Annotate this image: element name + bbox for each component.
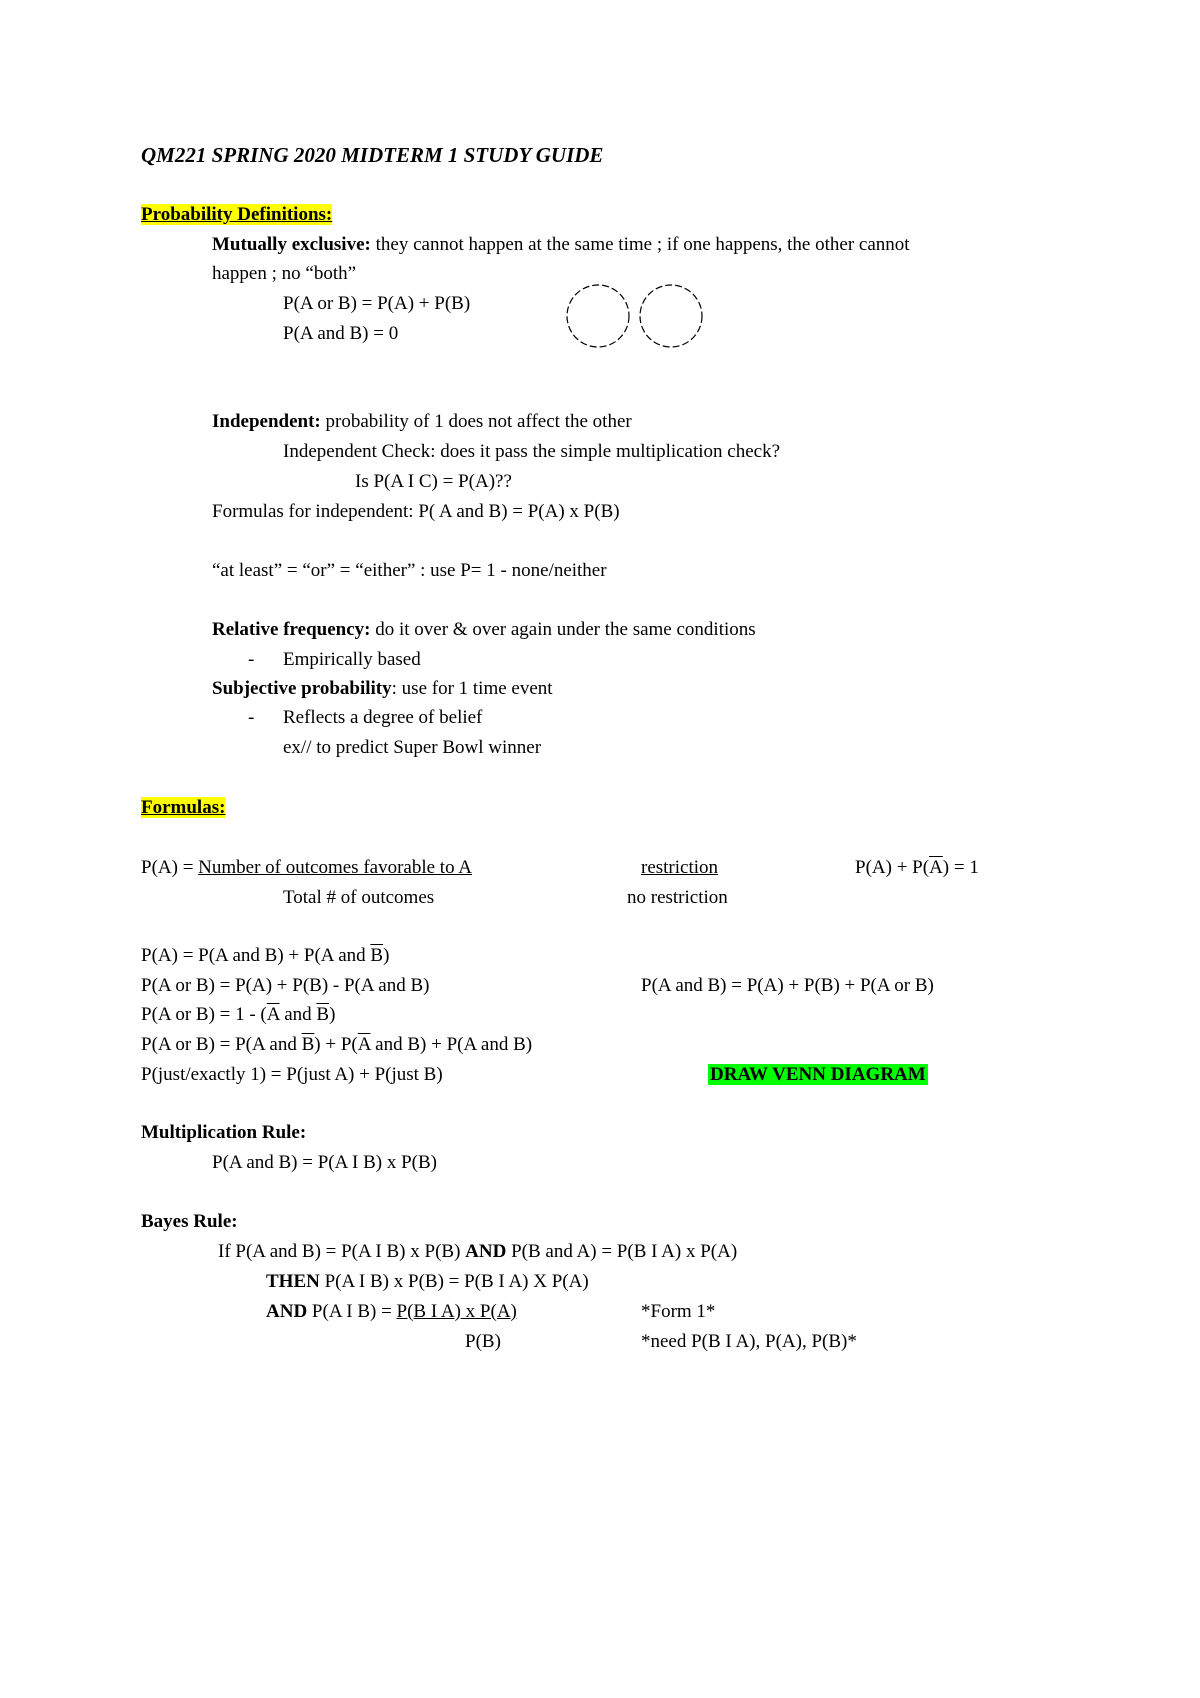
venn-circle-b: [640, 285, 702, 347]
formula-line-2: P(A or B) = P(A) + P(B) - P(A and B): [141, 975, 430, 996]
subjective-probability-text: : use for 1 time event: [391, 678, 553, 699]
formulas-heading: [141, 797, 225, 820]
independent-definition: [212, 411, 632, 434]
bayes-numerator: P(B I A) x P(A): [396, 1301, 517, 1322]
bayes-line-3: [266, 1301, 517, 1324]
formula-line-5: P(just/exactly 1) = P(just A) + P(just B): [141, 1064, 443, 1085]
at-least-rule: “at least” = “or” = “either” : use P= 1 - none/neither: [212, 560, 607, 581]
relative-frequency-definition: [212, 619, 756, 642]
mutually-exclusive-definition: [212, 234, 910, 257]
disjoint-venn-diagram: [562, 280, 712, 352]
mutually-exclusive-formula-or: P(A or B) = P(A) + P(B): [283, 293, 471, 314]
formula-line-4: [141, 1034, 532, 1057]
independent-text: probability of 1 does not affect the other: [320, 411, 632, 432]
multiplication-rule-formula: P(A and B) = P(A I B) x P(B): [212, 1152, 438, 1173]
formula-prefix: P(A) =: [141, 857, 199, 878]
formula-line-3: [141, 1004, 335, 1027]
page-title: QM221 SPRING 2020 MIDTERM 1 STUDY GUIDE: [141, 143, 604, 167]
relative-frequency-term: Relative frequency:: [212, 619, 371, 640]
formula-line-1: [141, 945, 389, 968]
heading-highlight: Formulas:: [141, 797, 226, 818]
formula-part: P(A I B) x P(B) = P(B I A) X P(A): [319, 1271, 589, 1292]
mutually-exclusive-term: Mutually exclusive:: [212, 234, 371, 255]
bold-keyword: THEN: [266, 1271, 320, 1292]
restriction-label: restriction: [641, 857, 719, 878]
complement-symbol: $\overline{A}$: [357, 1034, 371, 1055]
complement-rule: [855, 857, 979, 880]
formula-part: P(A) = P(A and B) + P(A and: [141, 945, 371, 966]
relative-frequency-bullet: Empirically based: [283, 649, 421, 670]
mutually-exclusive-text: they cannot happen at the same time ; if one happens, the other cannot: [370, 234, 910, 255]
formula-part: ) = 1: [942, 857, 979, 878]
bayes-rule-heading: Bayes Rule:: [141, 1211, 238, 1232]
probability-definitions-heading: [141, 204, 332, 227]
complement-symbol: $\overline{B}$: [316, 1004, 330, 1025]
complement-symbol: $\overline{B}$: [370, 945, 384, 966]
formula-part: ) + P(: [314, 1034, 358, 1055]
bullet-dash: -: [248, 707, 255, 728]
green-highlight: DRAW VENN DIAGRAM: [710, 1064, 926, 1085]
complement-symbol: $\overline{A}$: [266, 1004, 280, 1025]
formula-denominator: Total # of outcomes: [283, 887, 435, 908]
subjective-probability-term: Subjective probability: [212, 678, 392, 699]
bayes-line-1: [218, 1241, 737, 1264]
formula-numerator: Number of outcomes favorable to A: [198, 857, 473, 878]
no-restriction-label: no restriction: [627, 887, 728, 908]
bayes-line-2: [266, 1271, 589, 1294]
draw-venn-diagram-note: [708, 1064, 928, 1087]
formula-part: ): [329, 1004, 336, 1025]
formula-line-2-right: P(A and B) = P(A) + P(B) + P(A or B): [641, 975, 934, 996]
bayes-need-note: *need P(B I A), P(A), P(B)*: [641, 1331, 857, 1352]
formula-part: ): [383, 945, 390, 966]
mutually-exclusive-formula-and: P(A and B) = 0: [283, 323, 399, 344]
subjective-probability-bullet: Reflects a degree of belief: [283, 707, 483, 728]
formula-part: and B) + P(A and B): [370, 1034, 533, 1055]
formula-part: P(A or B) = P(A and: [141, 1034, 302, 1055]
formula-part: P(A) + P(: [855, 857, 930, 878]
subjective-probability-example: ex// to predict Super Bowl winner: [283, 737, 542, 758]
bold-keyword: AND: [266, 1301, 308, 1322]
bayes-form-note: *Form 1*: [641, 1301, 716, 1322]
complement-symbol: $\overline{A}$: [929, 857, 943, 878]
multiplication-rule-heading: Multiplication Rule:: [141, 1122, 307, 1143]
formula-part: P(A or B) = 1 - (: [141, 1004, 267, 1025]
complement-symbol: $\overline{B}$: [301, 1034, 315, 1055]
mutually-exclusive-definition-cont: happen ; no “both”: [212, 263, 357, 284]
probability-formula: [141, 857, 472, 880]
bullet-dash: -: [248, 649, 255, 670]
relative-frequency-text: do it over & over again under the same conditions: [370, 619, 756, 640]
heading-highlight: Probability Definitions:: [141, 204, 333, 225]
formula-part: and: [279, 1004, 317, 1025]
formula-part: P(A I B) =: [307, 1301, 397, 1322]
bold-keyword: AND: [465, 1241, 507, 1262]
venn-circle-a: [567, 285, 629, 347]
independent-formula: Formulas for independent: P( A and B) = P(A) x P(B): [212, 501, 620, 522]
independent-question: Is P(A I C) = P(A)??: [355, 471, 512, 492]
subjective-probability-definition: [212, 678, 553, 701]
formula-part: If P(A and B) = P(A I B) x P(B): [218, 1241, 466, 1262]
bayes-denominator: P(B): [465, 1331, 501, 1352]
independent-term: Independent:: [212, 411, 321, 432]
independent-check: Independent Check: does it pass the simple multiplication check?: [283, 441, 781, 462]
formula-part: P(B and A) = P(B I A) x P(A): [506, 1241, 738, 1262]
